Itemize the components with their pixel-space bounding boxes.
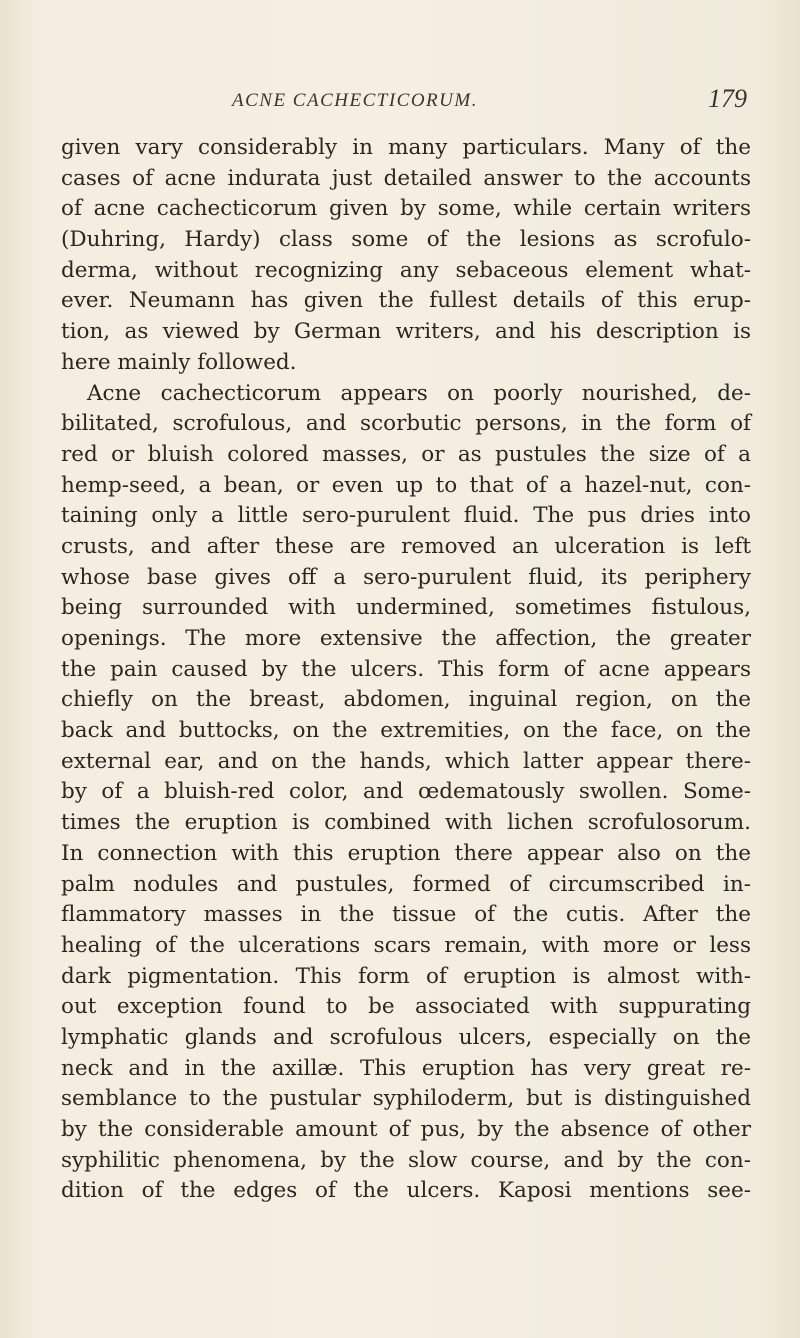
text-line: tion, as viewed by German writers, and his description is xyxy=(61,319,751,345)
text-line: here mainly followed. xyxy=(61,349,297,375)
page-number: 179 xyxy=(708,84,747,113)
text-line: dark pigmentation. This form of eruption is almost with- xyxy=(61,963,751,989)
text-line: crusts, and after these are removed an ulceration is left xyxy=(61,533,751,559)
text-line: times the eruption is combined with lichen scrofulosorum. xyxy=(61,810,751,836)
text-line: of acne cachecticorum given by some, while certain writers xyxy=(61,196,751,222)
text-line: taining only a little sero-purulent fluid. The pus dries into xyxy=(61,503,751,529)
running-head: ACNE CACHECTICORUM. xyxy=(232,90,478,111)
text-line: back and buttocks, on the extremities, on the face, on the xyxy=(61,718,751,744)
text-line: neck and in the axillæ. This eruption has very great re- xyxy=(61,1055,751,1081)
text-line: whose base gives off a sero-purulent fluid, its periphery xyxy=(61,564,751,590)
text-line: flammatory masses in the tissue of the cutis. After the xyxy=(61,902,751,928)
text-line: given vary considerably in many particulars. Many of the xyxy=(61,135,751,160)
text-line: bilitated, scrofulous, and scorbutic persons, in the form of xyxy=(61,411,751,437)
text-line: hemp-seed, a bean, or even up to that of a hazel-nut, con- xyxy=(61,472,751,498)
text-line: cases of acne indurata just detailed answer to the accounts xyxy=(61,165,751,191)
text-line: external ear, and on the hands, which latter appear there- xyxy=(61,748,751,774)
text-line: being surrounded with undermined, sometimes fistulous, xyxy=(61,595,751,621)
text-line: by of a bluish-red color, and œdematously swollen. Some- xyxy=(61,779,751,805)
text-line: the pain caused by the ulcers. This form of acne appears xyxy=(61,656,751,682)
text-line: out exception found to be associated with suppurating xyxy=(61,994,751,1020)
text-line: red or bluish colored masses, or as pustules the size of a xyxy=(61,441,751,467)
body-text xyxy=(61,133,751,1207)
text-line: dition of the edges of the ulcers. Kaposi mentions see- xyxy=(61,1178,751,1204)
text-line: openings. The more extensive the affection, the greater xyxy=(61,626,751,651)
text-line: ever. Neumann has given the fullest details of this erup- xyxy=(61,288,751,314)
text-line: syphilitic phenomena, by the slow course, and by the con- xyxy=(61,1147,751,1173)
text-line: by the considerable amount of pus, by the absence of other xyxy=(61,1117,751,1142)
text-line: Acne cachecticorum appears on poorly nourished, de- xyxy=(87,380,751,406)
text-line: (Duhring, Hardy) class some of the lesions as scrofulo- xyxy=(61,227,751,253)
text-line: healing of the ulcerations scars remain, with more or less xyxy=(61,932,751,958)
text-line: In connection with this eruption there appear also on the xyxy=(61,840,751,866)
text-line: derma, without recognizing any sebaceous element what- xyxy=(61,257,751,283)
text-line: semblance to the pustular syphiloderm, but is distinguished xyxy=(61,1086,751,1112)
text-line: chiefly on the breast, abdomen, inguinal region, on the xyxy=(61,687,751,713)
text-line: lymphatic glands and scrofulous ulcers, especially on the xyxy=(61,1024,751,1050)
text-line: palm nodules and pustules, formed of circumscribed in- xyxy=(61,871,751,897)
